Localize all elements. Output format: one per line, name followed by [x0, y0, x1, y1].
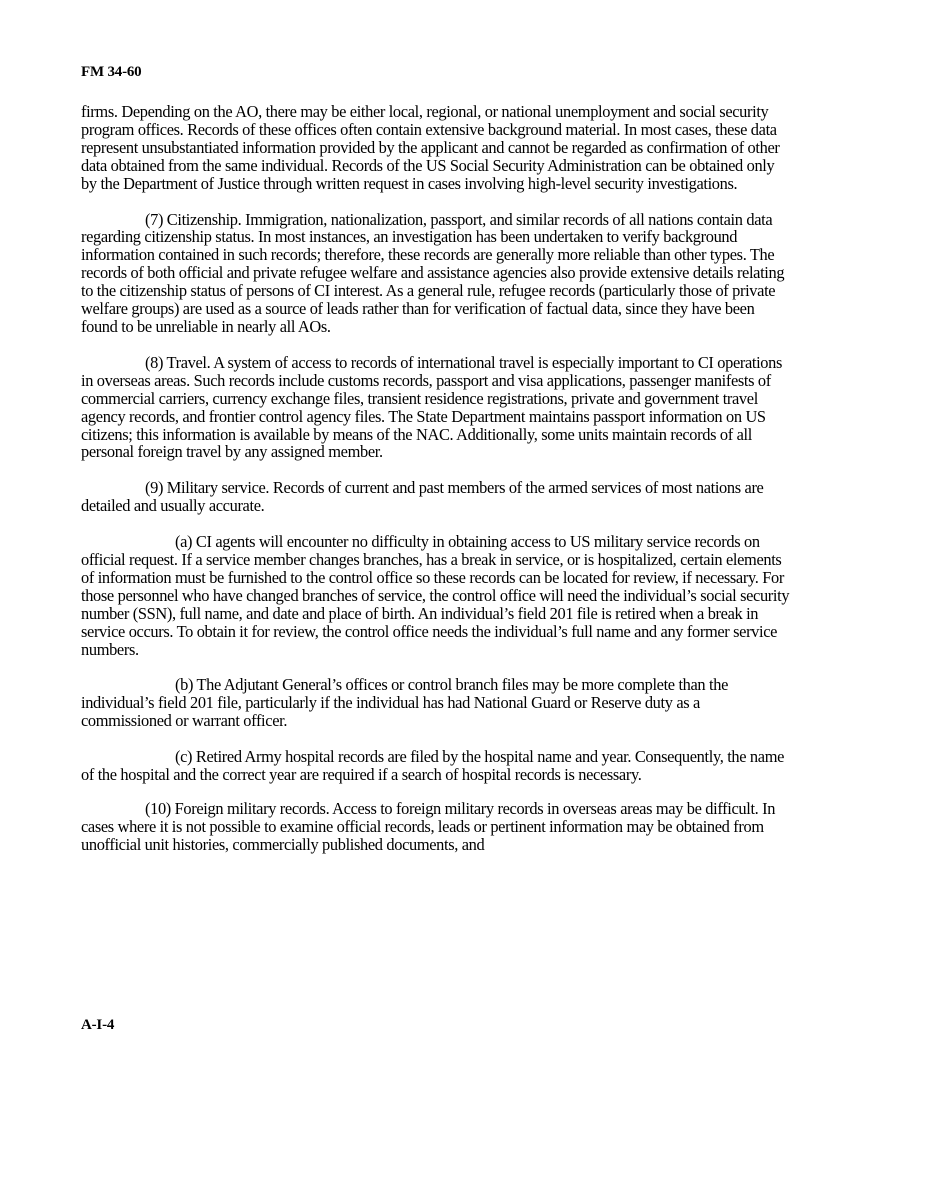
document-id-header: FM 34-60	[81, 64, 142, 80]
paragraph-7-citizenship: (7) Citizenship. Immigration, nationalization, passport, and similar records of all nations contain data regarding citizenship status. In most instances, an investigation has been undertaken to verify background information contained in such records; therefore, these records are generally more reliable than other types. The records of both official and private refugee welfare and assistance agencies also provide extensive details relating to the citizenship status of persons of CI interest. As a general rule, refugee records (particularly those of private welfare groups) are used as a source of leads rather than for verification of factual data, since they have been found to be unreliable in nearly all AOs.	[81, 209, 785, 336]
paragraph-10-foreign-military-records: (10) Foreign military records. Access to foreign military records in overseas areas may be difficult. In cases where it is not possible to examine official records, leads or pertinent information may be obtained from unofficial unit histories, commercially published documents, and	[81, 799, 776, 854]
paragraph-9b: (b) The Adjutant General’s offices or control branch files may be more complete than the individual’s field 201 file, particularly if the individual has had National Guard or Reserve duty as a commissioned or warrant officer.	[81, 675, 728, 731]
page-number-footer: A-I-4	[81, 1017, 115, 1033]
paragraph-continued: firms. Depending on the AO, there may be either local, regional, or national unemployment and social security program offices. Records of these offices often contain extensive background material. In most cases, these data represent unsubstantiated information provided by the applicant and cannot be regarded as confirmation of other data obtained from the same individual. Records of the US Social Security Administration can be obtained only by the Department of Justice through written request in cases involving high-level security investigations.	[81, 102, 780, 193]
paragraph-9c: (c) Retired Army hospital records are filed by the hospital name and year. Consequently, the name of the hospital and the correct year are required if a search of hospital records is necessary.	[81, 747, 785, 785]
paragraph-9-military-service: (9) Military service. Records of current and past members of the armed services of most nations are detailed and usually accurate.	[81, 478, 764, 516]
document-body	[81, 103, 793, 872]
paragraph-9a: (a) CI agents will encounter no difficulty in obtaining access to US military service records on official request. If a service member changes branches, has a break in service, or is hospitalized, certain elements of information must be furnished to the control office so these records can be located for review, if necessary. For those personnel who have changed branches of service, the control office will need the individual’s social security number (SSN), full name, and date and place of birth. An individual’s field 201 file is retired when a break in service occurs. To obtain it for review, the control office needs the individual’s full name and any former service numbers.	[81, 532, 790, 659]
paragraph-8-travel: (8) Travel. A system of access to records of international travel is especially important to CI operations in overseas areas. Such records include customs records, passport and visa applications, passenger manifests of commercial carriers, currency exchange files, transient residence registrations, private and government travel agency records, and frontier control agency files. The State Department maintains passport information on US citizens; this information is available by means of the NAC. Additionally, some units maintain records of all personal foreign travel by any assigned member.	[81, 352, 783, 462]
